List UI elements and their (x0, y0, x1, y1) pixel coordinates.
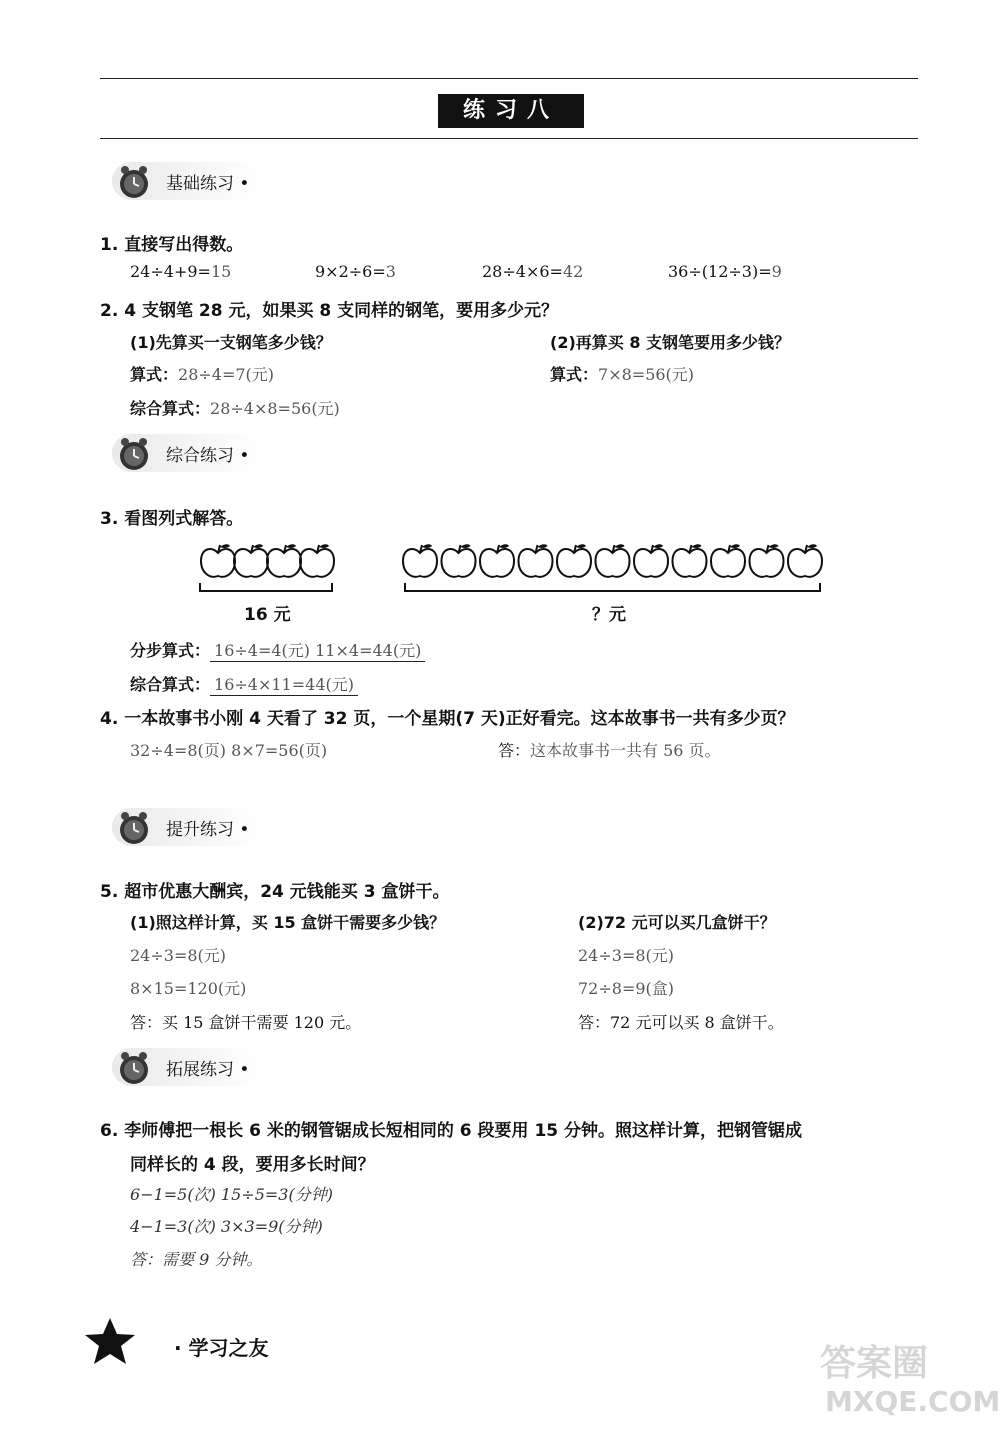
left-brace (200, 583, 332, 591)
apple-icon (557, 544, 591, 577)
apple-icon (788, 544, 822, 577)
apple-icon (750, 544, 784, 577)
apple-icon (300, 544, 334, 577)
q2-formula-1: 算式：28÷4=7(元) (130, 365, 275, 384)
apple-icon (519, 544, 553, 577)
q1-item-3: 28÷4×6=42 (482, 262, 584, 281)
question-1: 1. 直接写出得数。 (100, 235, 244, 255)
section-label: 拓展练习 • (166, 1060, 250, 1080)
question-4: 4. 一本故事书小刚 4 天看了 32 页，一个星期(7 天)正好看完。这本故事书一共有多少页？ (100, 709, 795, 729)
question-2: 2. 4 支钢笔 28 元，如果买 8 支同样的钢笔，要用多少元？ (100, 301, 559, 321)
right-apple-group (403, 544, 822, 577)
q2-sub1: (1)先算买一支钢笔多少钱？ (130, 333, 332, 352)
watermark-url: MXQE.COM (825, 1385, 1000, 1418)
q3-combined: 综合算式： 16÷4×11=44(元) (130, 672, 358, 695)
footer-brand: · 学习之友 (174, 1336, 269, 1360)
alarm-clock-icon (116, 436, 152, 472)
alarm-clock-icon (116, 810, 152, 846)
section-header-comprehensive (112, 432, 312, 478)
q4-answer: 答：这本故事书一共有 56 页。 (498, 741, 721, 760)
apple-figure (190, 535, 830, 605)
q5-sub2: (2)72 元可以买几盒饼干？ (578, 913, 776, 932)
q2-combined: 综合算式：28÷4×8=56(元) (130, 399, 340, 418)
question-3: 3. 看图列式解答。 (100, 509, 244, 529)
apple-icon (596, 544, 630, 577)
watermark-logo: 答案圈 (820, 1343, 929, 1384)
q5-right-1: 24÷3=8(元) (578, 946, 675, 965)
apple-icon (673, 544, 707, 577)
section-label: 提升练习 • (166, 820, 250, 840)
section-header-extend (112, 1046, 312, 1092)
right-caption: ？元 (592, 605, 626, 625)
top-rule (100, 78, 918, 79)
q2-formula-2: 算式：7×8=56(元) (550, 365, 695, 384)
question-5: 5. 超市优惠大酬宾，24 元钱能买 3 盒饼干。 (100, 882, 450, 902)
apple-icon (267, 544, 301, 577)
left-apple-group (201, 544, 334, 577)
apple-icon (711, 544, 745, 577)
apple-icon (201, 544, 235, 577)
q4-work: 32÷4=8(页) 8×7=56(页) (130, 741, 328, 760)
section-label: 综合练习 • (166, 446, 250, 466)
alarm-clock-icon (116, 164, 152, 200)
q1-item-4: 36÷(12÷3)=9 (668, 262, 782, 281)
apple-icon (442, 544, 476, 577)
q3-step: 分步算式： 16÷4=4(元) 11×4=44(元) (130, 638, 425, 661)
q2-sub2: (2)再算买 8 支钢笔要用多少钱？ (550, 333, 791, 352)
q5-left-answer: 答：买 15 盒饼干需要 120 元。 (130, 1013, 362, 1032)
q5-left-2: 8×15=120(元) (130, 979, 247, 998)
q5-right-2: 72÷8=9(盒) (578, 979, 675, 998)
alarm-clock-icon (116, 1050, 152, 1086)
apple-icon (480, 544, 514, 577)
q6-handwriting-answer: 答：需要 9 分钟。 (130, 1250, 263, 1269)
q6-handwriting-1: 6−1=5(次) 15÷5=3(分钟) (130, 1185, 333, 1204)
q1-item-1: 24÷4+9=15 (130, 262, 232, 281)
q5-left-1: 24÷3=8(元) (130, 946, 227, 965)
right-brace (405, 583, 820, 591)
q5-right-answer: 答：72 元可以买 8 盒饼干。 (578, 1013, 784, 1032)
left-caption: 16 元 (244, 605, 291, 625)
apple-icon (403, 544, 437, 577)
page-title: 练习八 (438, 94, 584, 128)
apple-icon (234, 544, 268, 577)
apple-icon (634, 544, 668, 577)
section-label: 基础练习 • (166, 174, 250, 194)
q6-handwriting-2: 4−1=3(次) 3×3=9(分钟) (130, 1217, 323, 1236)
q1-item-2: 9×2÷6=3 (315, 262, 396, 281)
question-6-line-2: 同样长的 4 段，要用多长时间？ (130, 1155, 375, 1175)
star-icon (82, 1316, 138, 1366)
section-header-basic (112, 160, 312, 206)
title-bottom-rule (100, 138, 918, 139)
question-6-line-1: 6. 李师傅把一根长 6 米的钢管锯成长短相同的 6 段要用 15 分钟。照这样计算，把钢管锯成 (100, 1121, 803, 1141)
q5-sub1: (1)照这样计算，买 15 盒饼干需要多少钱？ (130, 913, 446, 932)
section-header-improve (112, 806, 312, 852)
